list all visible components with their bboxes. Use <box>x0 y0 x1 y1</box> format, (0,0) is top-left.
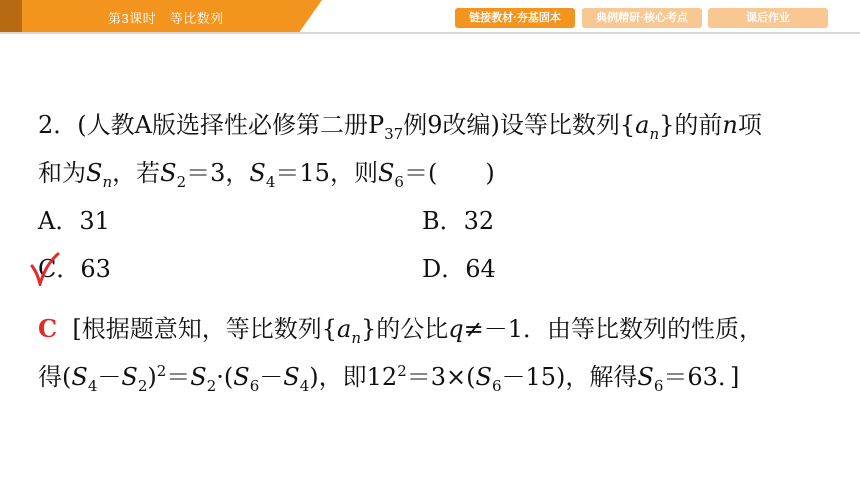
var-S: S <box>249 159 266 187</box>
question-text: 例9改编)设等比数列{ <box>403 111 636 139</box>
question-line-2 <box>38 158 495 191</box>
question-text: ＝3， <box>186 159 250 187</box>
question-text: ，若 <box>112 159 161 187</box>
var-q: q <box>448 315 464 343</box>
var-S: S <box>160 159 177 187</box>
var-S: S <box>71 363 88 391</box>
top-header <box>0 0 860 36</box>
answer-text: }的公比 <box>361 315 449 343</box>
sub-6: 6 <box>249 376 260 395</box>
var-n-sub: n <box>649 124 660 143</box>
sub-2: 2 <box>137 376 148 395</box>
sub-2: 2 <box>206 376 217 395</box>
answer-text: ＝63．] <box>663 363 740 391</box>
answer-text: )，即12 <box>309 363 398 391</box>
option-d[interactable]: D．64 <box>422 255 496 283</box>
var-S: S <box>637 363 654 391</box>
var-n-sub: n <box>102 172 113 191</box>
var-S: S <box>190 363 207 391</box>
question-source: (人教A版选择性必修第二册P <box>77 111 385 139</box>
var-S: S <box>283 363 300 391</box>
answer-text: ＝3×( <box>406 363 476 391</box>
var-S: S <box>233 363 250 391</box>
option-a[interactable]: A．31 <box>38 207 110 235</box>
var-a: a <box>635 111 650 139</box>
square-superscript: 2 <box>156 362 167 380</box>
tab-textbook-basics[interactable]: 链接教材·夯基固本 <box>455 8 575 28</box>
answer-text: ≠－1．由等比数列的性质， <box>463 315 764 343</box>
answer-letter: C <box>38 314 58 343</box>
minus-sign: － <box>97 363 122 391</box>
var-n-sub: n <box>351 328 361 347</box>
question-text: 项 <box>737 111 762 139</box>
minus-sign: － <box>259 363 284 391</box>
question-line-1 <box>38 110 762 143</box>
question-text: ＝15，则 <box>275 159 378 187</box>
sub-4: 4 <box>299 376 310 395</box>
page-subscript: 37 <box>384 124 404 143</box>
sub-6: 6 <box>394 172 404 191</box>
sub-2: 2 <box>176 172 187 191</box>
var-S: S <box>475 363 492 391</box>
var-S: S <box>121 363 138 391</box>
sub-4: 4 <box>265 172 276 191</box>
question-number: 2． <box>38 111 78 139</box>
lesson-title: 第3课时 等比数列 <box>108 11 224 26</box>
var-S: S <box>86 159 103 187</box>
answer-text: [根据题意知，等比数列{ <box>72 315 338 343</box>
title-tab-accent-strip <box>0 0 22 32</box>
answer-text: ) <box>147 363 157 391</box>
sub-4: 4 <box>87 376 98 395</box>
question-text: 和为 <box>38 159 86 187</box>
check-mark-icon <box>30 252 60 286</box>
answer-line-1 <box>38 314 764 347</box>
var-a: a <box>337 315 352 343</box>
answer-line-2 <box>38 362 740 395</box>
question-text: }的前 <box>659 111 723 139</box>
answer-text: －15)，解得 <box>501 363 638 391</box>
answer-text: ·( <box>216 363 234 391</box>
square-superscript: 2 <box>397 362 407 380</box>
sub-6: 6 <box>491 376 502 395</box>
header-divider <box>0 32 860 34</box>
option-c[interactable]: C．63 <box>38 255 111 283</box>
answer-text: 得( <box>38 363 72 391</box>
sub-6: 6 <box>653 376 664 395</box>
answer-blank: ＝( ) <box>403 159 495 187</box>
option-b[interactable]: B．32 <box>422 207 495 235</box>
tab-key-examples[interactable]: 典例精研·核心考点 <box>582 8 702 28</box>
answer-text: ＝ <box>166 363 191 391</box>
tab-homework[interactable]: 课后作业 <box>708 8 828 28</box>
var-S: S <box>377 159 395 187</box>
var-n: n <box>722 111 738 139</box>
